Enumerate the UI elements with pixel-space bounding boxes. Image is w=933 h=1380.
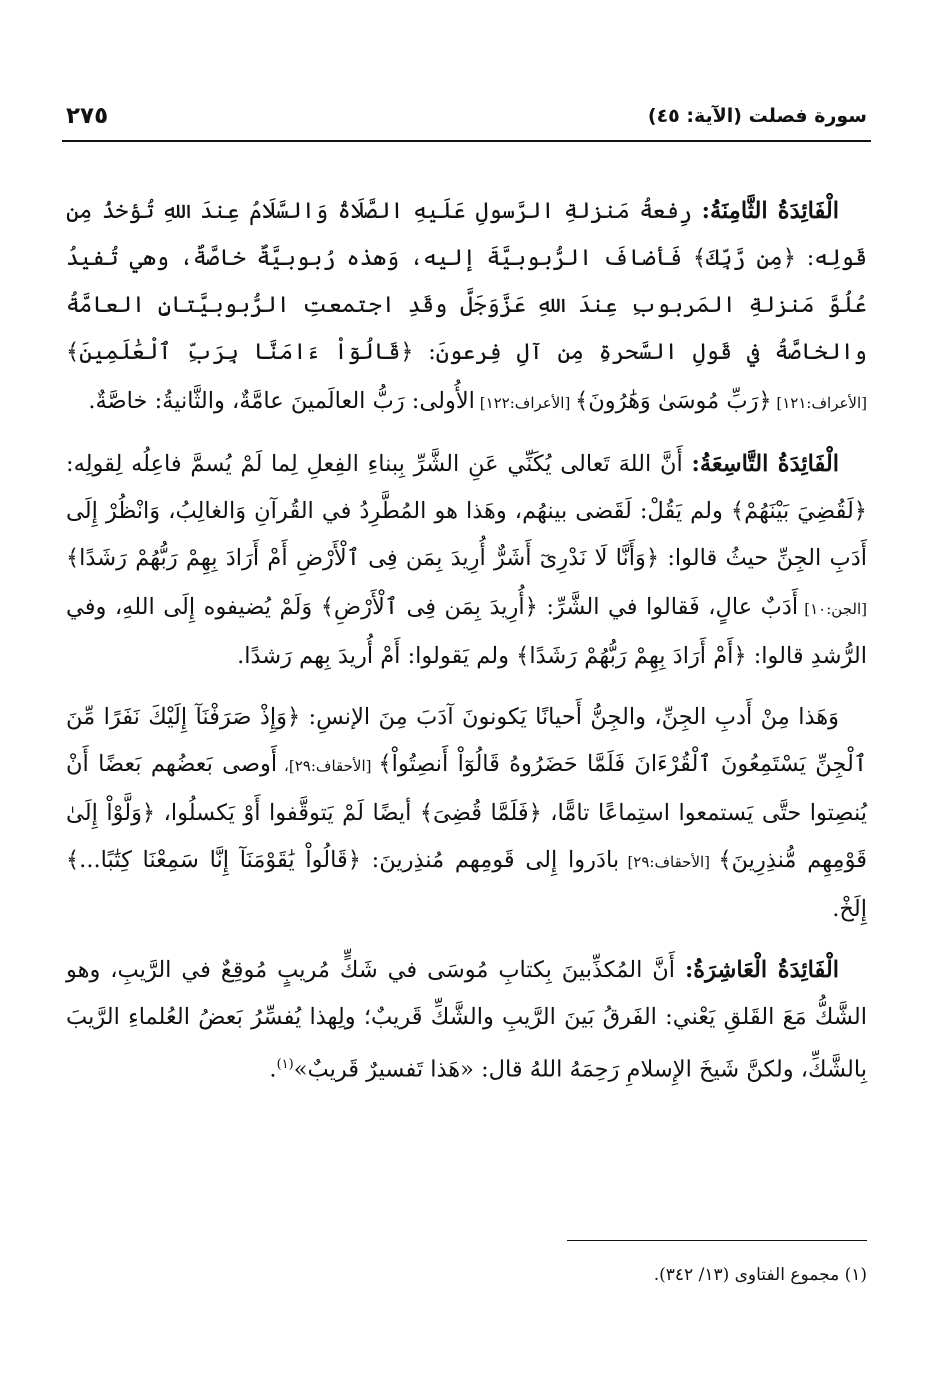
text-segment: ولم يَقُلْ: لَقَضى بينهُم، وهَذا هو المُطَّرِدُ في القُرآنِ وَالغالِبُ، وَانْظُرْ إِلَى أَدَبِ الجِنِّ حيثُ قالوا: [66,498,867,571]
text-segment: ولم يَقولوا: أَمْ أُريدَ بِهم رَشدًا. [237,643,517,669]
footnote: (١) مجموع الفتاوى (١٣/ ٣٤٢). [653,1265,867,1285]
quran-verse: ﴿قَالُوٓاْ ءَامَنَّا بِرَبِّ ٱلْعَٰلَمِينَ﴾ [66,339,414,365]
main-text [66,188,867,1108]
text-segment: أيضًا لَمْ يَتوقَّفوا أَوْ يَكسلُوا، [155,800,420,826]
page-header [66,98,867,134]
paragraph-benefit-8 [66,188,867,427]
running-title: سورة فصلت (الآية: ٤٥) [647,105,867,127]
text-segment: أَنَّ المُكذِّبينَ بِكتابِ مُوسَى في شَكٍّ مُريبٍ مُوقِعٌ في الرَّيبِ، وهو الشَّكُّ مَعَ القَلقِ يَعْني: الفَرقُ بَينَ الرَّيبِ والشَّكِّ قَريبٌ؛ ولِهذا يُفسِّرُ بَعضُ العُلماءِ الرَّيبَ بِالشَّكِّ، ولكنَّ شَيخَ الإِسلامِ رَحِمَهُ اللهُ قال: «هَذا تَفسيرٌ قَريبٌ» [66,957,867,1083]
text-segment: أَوصى بَعضُهم بَعضًا أَنْ يُنصِتوا حتَّى يَستمعوا استِماعًا تامًّا، [66,751,867,826]
verse-reference: [الأعراف:١٢٢] [474,394,576,412]
text-segment: بادَروا إِلى قَومِهم مُنذِرينَ: [360,847,620,873]
quran-verse: ﴿أَمْ أَرَادَ بِهِمْ رَبُّهُمْ رَشَدًا﴾ [516,643,747,669]
text-segment: وَهَذا مِنْ أَدبِ الجِنِّ، والجِنُّ أَحيانًا يَكونونَ آدَبَ مِنَ الإنسِ: [300,704,839,730]
quran-verse: ﴿مِن رَّبِّكَ﴾ [692,245,796,271]
paragraph-jinn-manners [66,694,867,933]
quran-verse: ﴿رَبِّ مُوسَىٰ وَهَٰرُونَ﴾ [575,388,772,414]
text-segment: رِفعةُ مَنزلةِ الرَّسولِ عَلَيهِ الصَّلَاةُ وَالسَّلَامُ عِندَ اللهِ تُؤخذُ مِن قَولِه: [66,198,868,271]
verse-reference: [الأعراف:١٢١] [771,394,867,412]
header-rule [62,140,871,142]
benefit-heading: الْفَائِدَةُ الْعَاشِرَةُ: [684,957,839,983]
text-segment: فَأضافَ الرُّبوبيَّةَ إليه، وَهذه رُبوبيَّةٌ خاصَّةٌ، وهي تُفيدُ عُلُوَّ مَنزلةِ المَربوبِ عِندَ اللهِ عَزَّوَجَلَّ وقَدِ اجتمعتِ الرُّبوبيَّتانِ العامَّةُ والخاصَّةُ في قَولِ السَّحرةِ مِن آلِ فِرعونَ: [66,245,867,365]
text-segment: أَنَّ اللهَ تَعالى يُكَنِّي عَنِ الشَّرِّ بِبناءِ الفِعلِ لِما لَمْ يُسمَّ فاعِلُه لِقولِه: [66,451,692,477]
page-number: ٢٧٥ [66,103,109,129]
text-segment: . [269,1056,277,1083]
quran-verse: ﴿وَلَّوْاْ إِلَىٰ قَوْمِهِم مُّنذِرِينَ﴾ [66,800,867,873]
verse-reference: [الجن:١٠] [798,600,867,618]
quran-verse: ﴿وَأَنَّا لَا نَدْرِىٓ أَشَرٌّ أُرِيدَ بِمَن فِى ٱلْأَرْضِ أَمْ أَرَادَ بِهِمْ رَبُّهُمْ رَشَدًا﴾ [66,545,660,571]
paragraph-benefit-9 [66,441,867,680]
quran-verse: ﴿قَالُواْ يَٰقَوْمَنَآ إِنَّا سَمِعْنَا كِتَٰبًا...﴾ [66,847,361,873]
text-segment: أَدَبٌ عالٍ، فَقالوا في الشَّرِّ: [537,594,799,620]
text-segment: الأُولى: رَبُّ العالَمينَ عامَّةٌ، والثَّانيةُ: خاصَّةٌ. [88,388,475,414]
quran-verse: ﴿فَلَمَّا قُضِىَ﴾ [419,800,542,826]
verse-reference: [الأحقاف:٢٩]، [277,757,379,775]
quran-verse: ﴿أُرِيدَ بِمَن فِى ٱلْأَرْضِ﴾ [320,594,538,620]
benefit-heading: الْفَائِدَةُ التَّاسِعَةُ: [691,451,839,477]
text-segment: إِلَخْ. [832,896,867,922]
footnote-marker[interactable]: (١) [276,1057,294,1072]
quran-verse: ﴿لَقُضِيَ بَيْنَهُمْ﴾ [730,498,867,524]
verse-reference: [الأحقاف:٢٩] [619,853,719,871]
text-segment: وَلَمْ يُضيفوه إِلَى اللهِ، وفي الرُّشدِ قالوا: [66,594,867,669]
paragraph-benefit-10 [66,947,867,1094]
footnote-separator [567,1240,867,1241]
quran-verse: ﴿وَإِذْ صَرَفْنَآ إِلَيْكَ نَفَرًا مِّنَ ٱلْجِنِّ يَسْتَمِعُونَ ٱلْقُرْءَانَ فَلَمَّا حَضَرُوهُ قَالُوٓاْ أَنصِتُواْ﴾ [66,704,867,777]
benefit-heading: الْفَائِدَةُ الثَّامِنَةُ: [701,198,839,224]
